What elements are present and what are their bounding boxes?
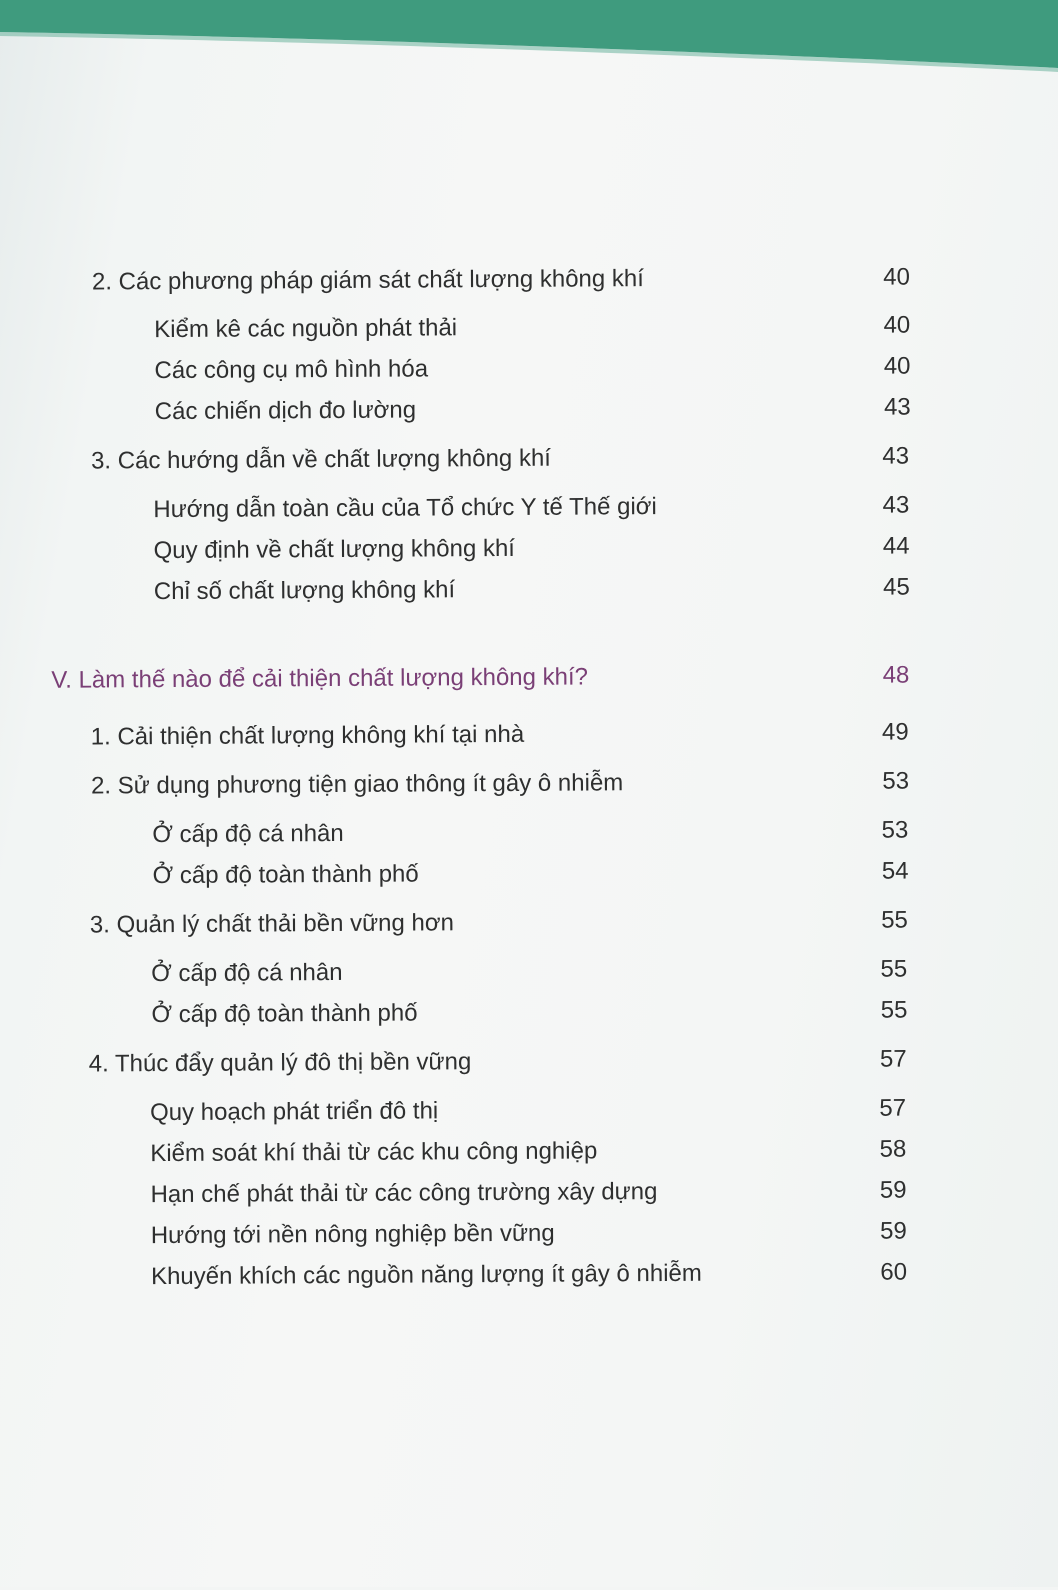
- toc-section-entry[interactable]: [51, 657, 911, 698]
- toc-entry-title: Hạn chế phát thải từ các công trường xây dựng: [150, 1178, 658, 1209]
- toc-entry-page: 49: [881, 718, 909, 746]
- toc-entry-page: 45: [883, 573, 910, 601]
- toc-entry-title: Các chiến dịch đo lường: [154, 396, 417, 426]
- toc-entry[interactable]: [151, 992, 911, 1033]
- toc-entry[interactable]: [91, 438, 911, 479]
- toc-entry-page: 57: [879, 1094, 907, 1122]
- toc-entry-title: Kiểm soát khí thải từ các khu công nghiệp: [150, 1137, 598, 1168]
- toc-entry-title: Các công cụ mô hình hóa: [154, 355, 429, 385]
- toc-entry[interactable]: [154, 569, 914, 610]
- toc-entry[interactable]: [153, 487, 913, 528]
- toc-entry-page: 40: [883, 311, 911, 339]
- toc-entry[interactable]: [154, 307, 914, 348]
- toc-entry-title: Hướng tới nền nông nghiệp bền vững: [150, 1219, 555, 1250]
- toc-entry-page: 60: [880, 1258, 908, 1286]
- toc-section-title: V. Làm thế nào để cải thiện chất lượng không khí?: [51, 663, 589, 694]
- toc-entry-title: Ở cấp độ cá nhân: [152, 819, 344, 849]
- toc-entry-title: Ở cấp độ toàn thành phố: [152, 860, 419, 890]
- toc-entry[interactable]: [151, 1254, 911, 1295]
- toc-entry-page: 44: [882, 532, 910, 560]
- toc-entry[interactable]: [90, 902, 910, 943]
- toc-entry-title: 1. Cải thiện chất lượng không khí tại nhà: [90, 720, 525, 751]
- toc-entry-page: 55: [880, 955, 908, 983]
- toc-entry-title: 3. Các hướng dẫn về chất lượng không khí: [90, 444, 552, 475]
- toc-entry-page: 59: [879, 1217, 907, 1245]
- toc-entry[interactable]: [91, 763, 911, 804]
- toc-entry[interactable]: [150, 1132, 910, 1173]
- toc-entry[interactable]: [152, 812, 912, 853]
- toc-entry-page: 54: [881, 857, 909, 885]
- toc-entry-title: Chỉ số chất lượng không khí: [153, 576, 456, 606]
- toc-entry[interactable]: [92, 259, 912, 300]
- toc-entry[interactable]: [153, 528, 913, 569]
- toc-entry-title: 3. Quản lý chất thải bền vững hơn: [89, 909, 454, 939]
- toc-entry[interactable]: [154, 348, 914, 389]
- toc-entry[interactable]: [155, 389, 915, 430]
- toc-entry-page: 55: [881, 906, 908, 934]
- toc-entry[interactable]: [91, 714, 911, 755]
- toc-entry[interactable]: [150, 1091, 910, 1132]
- toc-entry-title: 4. Thúc đẩy quản lý đô thị bền vững: [88, 1048, 472, 1078]
- toc-entry[interactable]: [89, 1042, 909, 1083]
- toc-entry-title: 2. Sử dụng phương tiện giao thông ít gây ô nhiễm: [90, 769, 624, 800]
- toc-entry-page: 55: [880, 996, 908, 1024]
- toc-entry-title: Quy hoạch phát triển đô thị: [149, 1097, 439, 1127]
- toc-entry-title: Hướng dẫn toàn cầu của Tổ chức Y tế Thế giới: [153, 493, 657, 524]
- toc-entry[interactable]: [152, 853, 912, 894]
- toc-entry-title: 2. Các phương pháp giám sát chất lượng không khí: [91, 265, 644, 296]
- toc-entry-page: 40: [883, 263, 911, 291]
- toc-entry-page: 40: [883, 352, 911, 380]
- toc-entry-page: 53: [881, 816, 909, 844]
- toc-section-page: 48: [882, 661, 910, 689]
- toc-entry[interactable]: [150, 1173, 910, 1214]
- toc-entry-title: Ở cấp độ cá nhân: [151, 958, 343, 988]
- toc-entry-title: Kiểm kê các nguồn phát thải: [154, 314, 458, 344]
- toc-entry-page: 57: [879, 1045, 907, 1073]
- toc-entry-page: 43: [882, 442, 910, 470]
- toc-entry-title: Quy định về chất lượng không khí: [153, 534, 516, 565]
- toc-entry-page: 43: [883, 393, 911, 421]
- toc-entry-page: 53: [882, 767, 910, 795]
- toc-entry[interactable]: [151, 1213, 911, 1254]
- toc-entry-title: Ở cấp độ toàn thành phố: [151, 999, 418, 1029]
- toc-entry[interactable]: [151, 951, 911, 992]
- toc-entry-title: Khuyến khích các nguồn năng lượng ít gây ô nhiễm: [150, 1259, 702, 1291]
- toc-entry-page: 43: [882, 491, 910, 519]
- toc-entry-page: 58: [879, 1135, 907, 1163]
- toc-entry-page: 59: [879, 1176, 907, 1204]
